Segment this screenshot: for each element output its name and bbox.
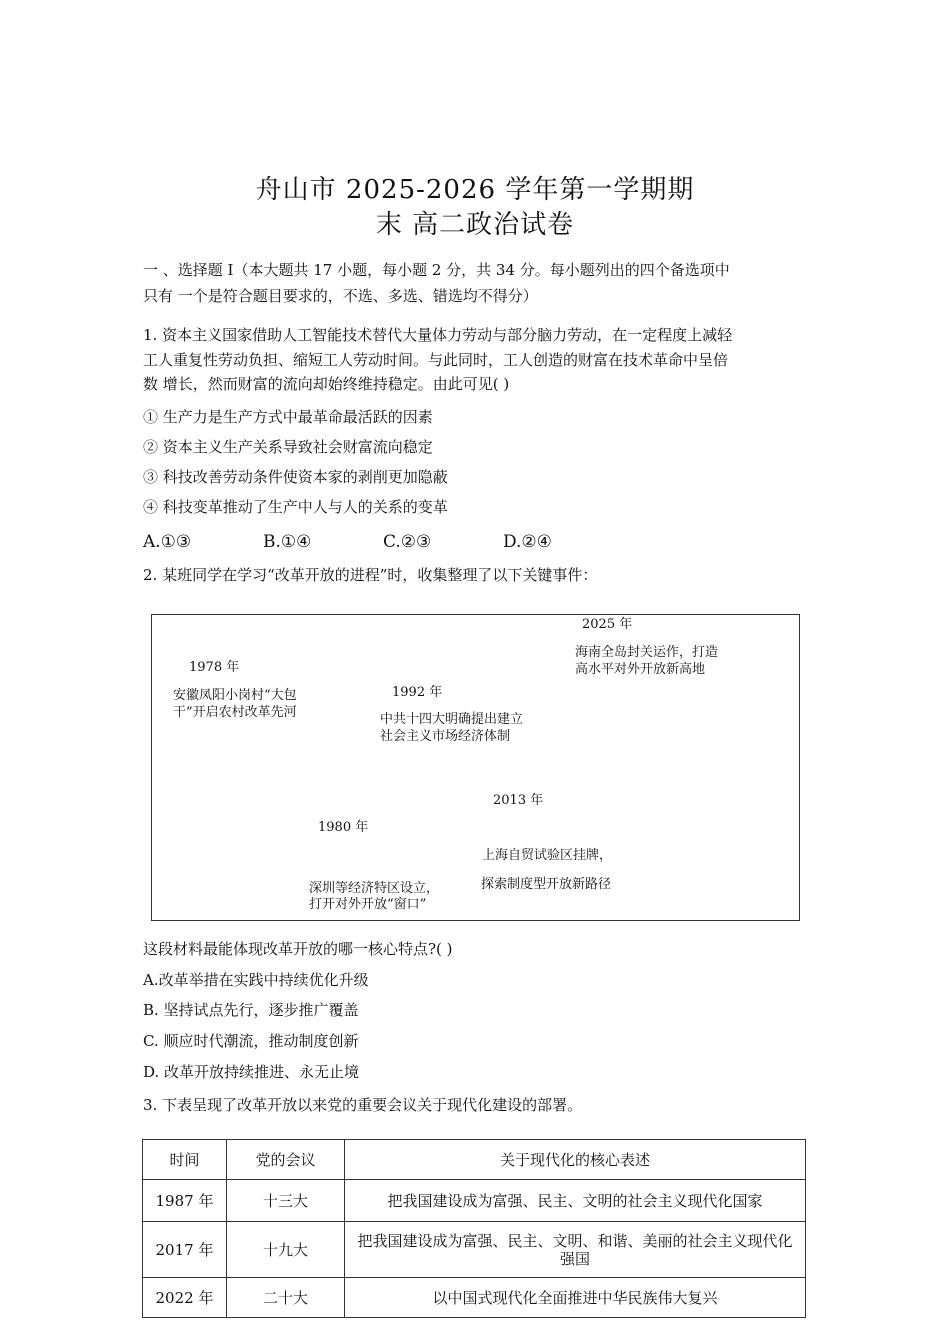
row-2017-meeting: 十九大: [227, 1222, 345, 1278]
q1-option-a[interactable]: A.①③: [143, 532, 192, 552]
q1-stem-line2: 工人重复性劳动负担、缩短工人劳动时间。与此同时，工人创造的财富在技术革命中呈倍: [143, 351, 729, 369]
event-2025-line1: 海南全岛封关运作，打造: [575, 645, 719, 660]
event-1992-year: 1992 年: [392, 685, 443, 700]
row-2017-statement: 把我国建设成为富强、民主、文明、和谐、美丽的社会主义现代化强国: [345, 1222, 806, 1278]
q1-stem-line3: 数 增长，然而财富的流向却始终维持稳定。由此可见( ): [143, 375, 510, 393]
event-1980-year: 1980 年: [318, 820, 369, 835]
q2-option-a[interactable]: A.改革举措在实践中持续优化升级: [143, 971, 369, 989]
event-1978-line1: 安徽凤阳小岗村“大包: [173, 688, 297, 703]
header-time: 时间: [143, 1140, 227, 1180]
q1-statement-2: ② 资本主义生产关系导致社会财富流向稳定: [143, 438, 433, 456]
row-2022-meeting: 二十大: [227, 1278, 345, 1318]
q1-statement-4: ④ 科技变革推动了生产中人与人的关系的变革: [143, 498, 448, 516]
event-1980-line1: 深圳等经济特区设立，: [309, 881, 440, 896]
q2-option-c[interactable]: C. 顺应时代潮流，推动制度创新: [143, 1032, 359, 1050]
exam-title-line2: 末 高二政治试卷: [375, 210, 575, 240]
section-instruction-line1: 一 、选择题 Ⅰ（本大题共 17 小题，每小题 2 分，共 34 分。每小题列出的四个备选项中: [143, 261, 730, 279]
event-1978-line2: 干”开启农村改革先河: [173, 705, 297, 720]
event-2013-line2: 探索制度型开放新路径: [481, 877, 612, 892]
q2-option-b[interactable]: B. 坚持试点先行，逐步推广覆盖: [143, 1001, 359, 1019]
reform-timeline-box: [151, 614, 800, 921]
q3-stem: 3. 下表呈现了改革开放以来党的重要会议关于现代化建设的部署。: [143, 1096, 583, 1114]
header-meeting: 党的会议: [227, 1140, 345, 1180]
row-2022-time: 2022 年: [143, 1278, 227, 1318]
section-instruction-line2: 只有 一个是符合题目要求的，不选、多选、错选均不得分）: [143, 287, 538, 305]
q1-statement-3: ③ 科技改善劳动条件使资本家的剥削更加隐蔽: [143, 468, 448, 486]
q1-statement-1: ① 生产力是生产方式中最革命最活跃的因素: [143, 408, 433, 426]
party-meetings-table: [142, 1139, 806, 1318]
q2-stem: 2. 某班同学在学习“改革开放的进程”时，收集整理了以下关键事件：: [143, 566, 598, 584]
exam-title-line1: 舟山市 2025-2026 学年第一学期期: [255, 175, 695, 205]
event-2013-year: 2013 年: [493, 793, 544, 808]
q1-option-b[interactable]: B.①④: [263, 532, 312, 552]
row-1987-meeting: 十三大: [227, 1180, 345, 1222]
event-1992-line1: 中共十四大明确提出建立: [380, 712, 524, 727]
event-1992-line2: 社会主义市场经济体制: [380, 729, 511, 744]
q1-stem-line1: 1. 资本主义国家借助人工智能技术替代大量体力劳动与部分脑力劳动，在一定程度上减轻: [143, 326, 733, 344]
row-2022-statement: 以中国式现代化全面推进中华民族伟大复兴: [345, 1278, 806, 1318]
q1-option-d[interactable]: D.②④: [503, 532, 552, 552]
event-1978-year: 1978 年: [189, 660, 240, 675]
q1-options: [143, 530, 623, 554]
event-2025-line2: 高水平对外开放新高地: [575, 662, 706, 677]
event-2025-year: 2025 年: [582, 617, 633, 632]
q2-option-d[interactable]: D. 改革开放持续推进、永无止境: [143, 1063, 360, 1081]
q1-option-c[interactable]: C.②③: [383, 532, 432, 552]
row-1987-time: 1987 年: [143, 1180, 227, 1222]
header-statement: 关于现代化的核心表述: [345, 1140, 806, 1180]
table-row: [143, 1278, 806, 1318]
table-header-row: [143, 1140, 806, 1180]
row-2017-time: 2017 年: [143, 1222, 227, 1278]
table-row: [143, 1180, 806, 1222]
event-2013-line1: 上海自贸试验区挂牌，: [482, 848, 613, 863]
row-1987-statement: 把我国建设成为富强、民主、文明的社会主义现代化国家: [345, 1180, 806, 1222]
table-row: [143, 1222, 806, 1278]
event-1980-line2: 打开对外开放“窗口”: [309, 897, 427, 912]
q2-question: 这段材料最能体现改革开放的哪一核心特点?( ): [143, 940, 453, 958]
